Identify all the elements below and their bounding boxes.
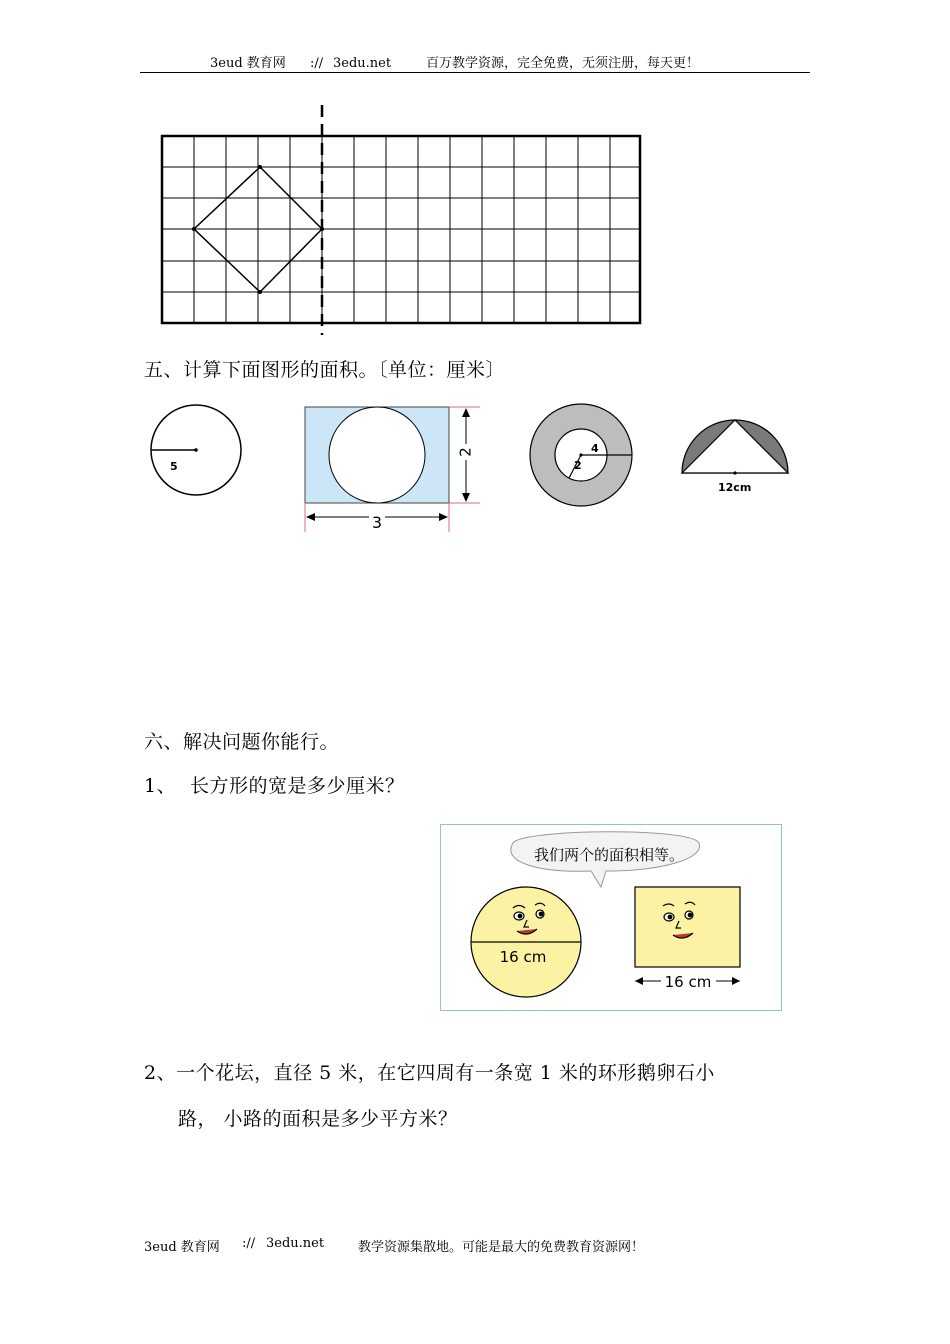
rect-height-label: 2 xyxy=(456,447,475,457)
section5-title: 五、计算下面图形的面积。〔单位：厘米〕 xyxy=(144,359,506,381)
q1-number: 1、 xyxy=(144,775,177,797)
ring-inner-label: 2 xyxy=(574,459,582,472)
header-sep: :// xyxy=(310,56,324,71)
ring-outer-label: 4 xyxy=(591,442,599,455)
square-face xyxy=(635,887,740,967)
header-site: 3eud 教育网 xyxy=(210,56,286,71)
semicircle-figure xyxy=(675,415,800,500)
circle-figure xyxy=(145,402,250,502)
inscribed-circle xyxy=(329,407,425,503)
section6-title: 六、解决问题你能行。 xyxy=(144,731,340,753)
footer-site: 3eud 教育网 xyxy=(144,1240,220,1255)
circle-diameter-label: 16 cm xyxy=(499,948,547,966)
grid-figure xyxy=(150,100,660,340)
circle-radius-label: 5 xyxy=(170,460,178,473)
semicircle-base-label: 12cm xyxy=(718,481,752,494)
footer-sep: :// xyxy=(242,1236,256,1251)
grid-lines xyxy=(162,136,640,323)
page-header xyxy=(140,56,810,73)
square-side-label: 16 cm xyxy=(664,973,712,991)
q2-line2: 路， 小路的面积是多少平方米？ xyxy=(178,1108,458,1130)
rect-width-label: 3 xyxy=(371,513,383,532)
q2-line1: 2、一个花坛，直径 5 米，在它四周有一条宽 1 米的环形鹅卵石小 xyxy=(144,1062,715,1084)
footer-slogan: 教学资源集散地。可能是最大的免费教育资源网！ xyxy=(358,1240,645,1255)
page-footer xyxy=(144,1236,744,1255)
header-slogan: 百万教学资源，完全免费，无须注册，每天更！ xyxy=(426,56,700,71)
speech-text: 我们两个的面积相等。 xyxy=(533,846,685,864)
header-url[interactable]: 3edu.net xyxy=(333,56,392,71)
q1-picture xyxy=(440,824,782,1011)
ring-figure xyxy=(525,400,640,515)
q1-text: 长方形的宽是多少厘米？ xyxy=(190,775,405,797)
rect-circle-figure xyxy=(298,400,483,535)
footer-url[interactable]: 3edu.net xyxy=(266,1236,325,1251)
